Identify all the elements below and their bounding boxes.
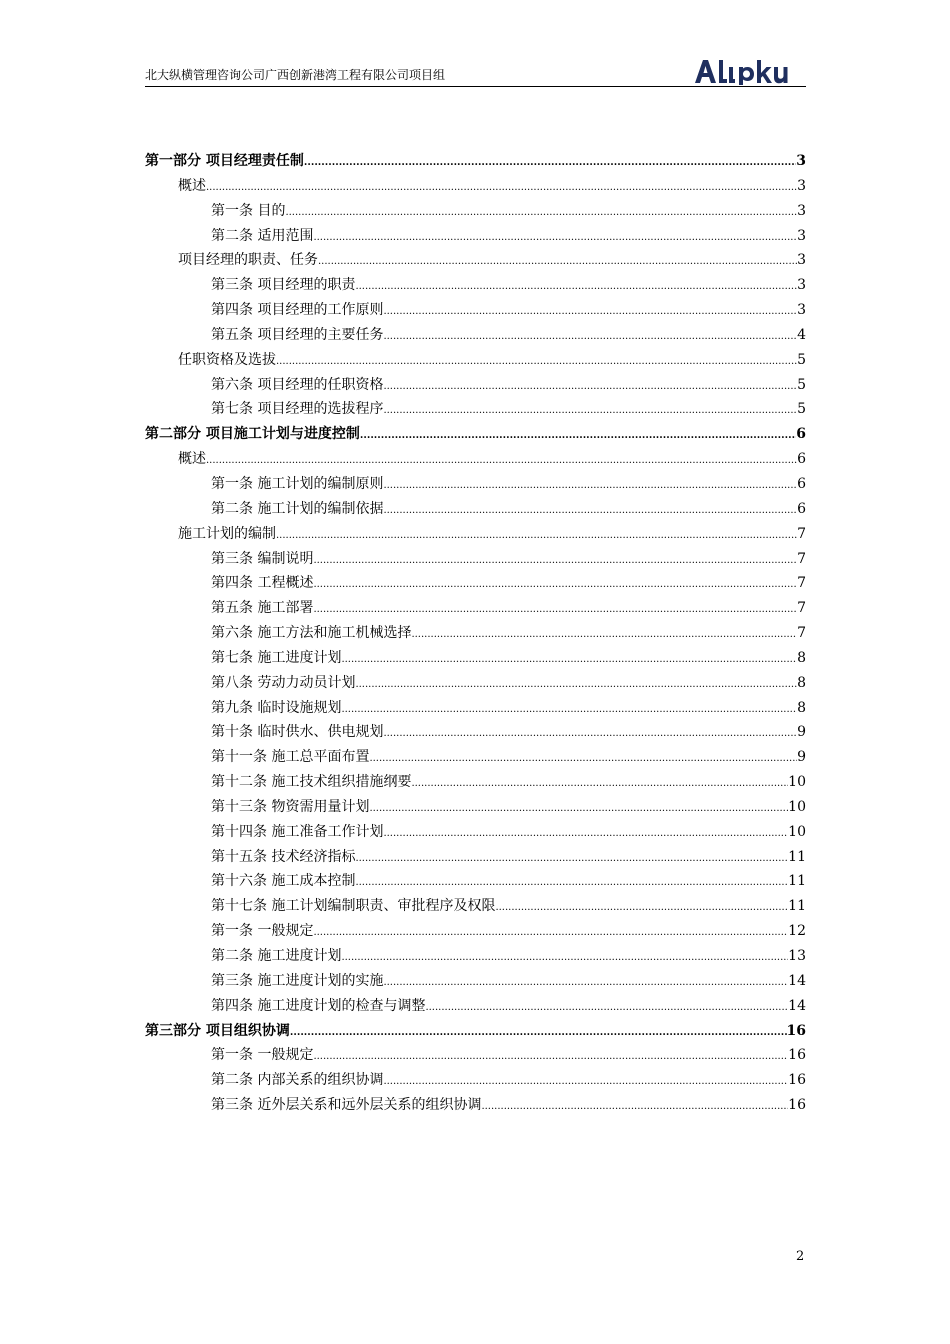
page-number: 2 [796,1249,805,1264]
toc-dot-leader [481,1101,788,1112]
toc-entry-page: 7 [797,525,806,542]
toc-entry[interactable] [145,175,806,200]
toc-entry[interactable] [145,846,806,871]
toc-entry-page: 16 [788,1097,806,1114]
toc-dot-leader [341,654,797,665]
toc-entry-page: 3 [797,277,806,294]
toc-entry-page: 9 [797,724,806,741]
toc-entry-page: 11 [788,848,806,865]
toc-entry-title: 第四条 施工进度计划的检查与调整 [211,997,426,1014]
toc-entry-page: 10 [788,774,806,791]
toc-entry[interactable] [145,821,806,846]
toc-entry-title: 第四条 工程概述 [211,575,314,592]
toc-entry-page: 6 [796,426,806,443]
toc-entry-title: 第五条 项目经理的主要任务 [211,326,384,343]
toc-entry[interactable] [145,200,806,225]
toc-entry[interactable] [145,995,806,1020]
toc-dot-leader [355,281,797,292]
toc-entry-page: 8 [797,649,806,666]
toc-entry-title: 第二条 施工计划的编制依据 [211,500,384,517]
toc-entry-page: 11 [788,873,806,890]
toc-entry-title: 第四条 项目经理的工作原则 [211,302,384,319]
toc-entry[interactable] [145,1069,806,1094]
toc-dot-leader [383,306,797,317]
toc-dot-leader [276,356,797,367]
toc-dot-leader [383,505,797,516]
toc-dot-leader [355,679,797,690]
toc-entry-title: 第十三条 物资需用量计划 [211,798,370,815]
toc-entry-title: 第十七条 施工计划编制职责、审批程序及权限 [211,898,496,915]
toc-entry-title: 项目经理的职责、任务 [178,252,318,269]
toc-dot-leader [341,704,797,715]
toc-dot-leader [369,803,788,814]
toc-entry[interactable] [145,647,806,672]
toc-entry[interactable] [145,970,806,995]
toc-entry[interactable] [145,870,806,895]
toc-entry-title: 第七条 项目经理的选拔程序 [211,401,384,418]
toc-entry-page: 4 [797,326,806,343]
toc-entry[interactable] [145,895,806,920]
toc-entry-title: 第十条 临时供水、供电规划 [211,724,384,741]
toc-entry[interactable] [145,349,806,374]
toc-entry-page: 5 [797,401,806,418]
toc-entry-title: 第十四条 施工准备工作计划 [211,823,384,840]
toc-dot-leader [318,256,797,267]
toc-entry-title: 施工计划的编制 [178,525,276,542]
toc-entry-page: 11 [788,898,806,915]
toc-entry-page: 16 [788,1072,806,1089]
toc-entry[interactable] [145,771,806,796]
toc-dot-leader [411,778,788,789]
toc-entry[interactable] [145,597,806,622]
table-of-contents [145,150,806,1119]
page-header [145,56,806,87]
toc-entry-title: 第二条 适用范围 [211,227,314,244]
toc-dot-leader [313,232,797,243]
toc-dot-leader [313,604,797,615]
toc-entry[interactable] [145,796,806,821]
toc-entry-page: 12 [788,923,806,940]
toc-entry[interactable] [145,249,806,274]
toc-entry-page: 14 [788,972,806,989]
toc-entry-title: 第十五条 技术经济指标 [211,848,356,865]
toc-entry-page: 7 [797,600,806,617]
toc-entry[interactable] [145,697,806,722]
toc-dot-leader [383,728,797,739]
toc-entry-title: 第一条 一般规定 [211,1047,314,1064]
toc-entry-title: 第三条 编制说明 [211,550,314,567]
toc-entry-page: 16 [788,1047,806,1064]
allpku-logo [694,57,806,85]
toc-entry-title: 第十六条 施工成本控制 [211,873,356,890]
toc-dot-leader [290,1027,787,1038]
toc-entry-page: 10 [788,798,806,815]
toc-dot-leader [285,207,797,218]
toc-entry-title: 第一条 目的 [211,202,286,219]
toc-entry-page: 16 [786,1022,806,1039]
toc-entry-title: 第一条 施工计划的编制原则 [211,475,384,492]
toc-entry-page: 3 [797,227,806,244]
toc-dot-leader [495,902,788,913]
toc-entry[interactable] [145,1020,806,1045]
toc-dot-leader [341,952,788,963]
toc-dot-leader [369,753,797,764]
toc-entry-title: 第十一条 施工总平面布置 [211,749,370,766]
toc-entry-page: 3 [797,177,806,194]
toc-dot-leader [313,579,797,590]
toc-entry[interactable] [145,473,806,498]
toc-entry[interactable] [145,1044,806,1069]
toc-entry-title: 概述 [178,451,206,468]
toc-entry[interactable] [145,721,806,746]
header-text: 北大纵横管理咨询公司广西创新港湾工程有限公司项目组 [145,68,446,82]
toc-entry[interactable] [145,622,806,647]
toc-dot-leader [383,1076,788,1087]
toc-dot-leader [383,331,797,342]
toc-entry-page: 8 [797,699,806,716]
toc-entry-page: 3 [796,153,806,169]
toc-entry-title: 第三部分 项目组织协调 [145,1022,290,1039]
toc-entry-page: 14 [788,997,806,1014]
toc-entry[interactable] [145,448,806,473]
toc-entry-title: 第二部分 项目施工计划与进度控制 [145,426,360,443]
toc-entry[interactable] [145,324,806,349]
toc-dot-leader [355,853,788,864]
toc-dot-leader [383,977,788,988]
toc-entry-page: 7 [797,575,806,592]
toc-entry-title: 第三条 项目经理的职责 [211,277,356,294]
toc-entry-title: 第六条 施工方法和施工机械选择 [211,625,412,642]
toc-entry-title: 第九条 临时设施规划 [211,699,342,716]
toc-entry-page: 6 [797,500,806,517]
toc-entry[interactable] [145,225,806,250]
toc-entry[interactable] [145,572,806,597]
toc-entry[interactable] [145,672,806,697]
toc-entry-title: 第二条 施工进度计划 [211,948,342,964]
toc-entry[interactable] [145,523,806,548]
toc-entry-page: 8 [797,674,806,691]
toc-entry[interactable] [145,548,806,573]
toc-dot-leader [383,381,797,392]
toc-entry[interactable] [145,945,806,970]
toc-entry-page: 5 [797,351,806,368]
toc-dot-leader [411,629,797,640]
toc-entry-title: 第七条 施工进度计划 [211,649,342,666]
toc-entry-title: 第一条 一般规定 [211,923,314,940]
toc-entry[interactable] [145,398,806,423]
toc-entry-title: 第六条 项目经理的任职资格 [211,376,384,393]
toc-entry[interactable] [145,746,806,771]
toc-entry[interactable] [145,150,806,175]
toc-dot-leader [425,1002,788,1013]
toc-dot-leader [313,555,797,566]
toc-entry-page: 3 [797,252,806,269]
toc-dot-leader [206,455,797,466]
toc-entry[interactable] [145,374,806,399]
toc-dot-leader [313,1051,788,1062]
toc-entry-title: 第五条 施工部署 [211,600,314,617]
toc-entry[interactable] [145,274,806,299]
toc-entry[interactable] [145,920,806,945]
toc-entry-page: 6 [797,451,806,468]
toc-dot-leader [206,182,797,193]
toc-entry-page: 7 [797,550,806,567]
toc-entry-page: 6 [797,475,806,492]
toc-dot-leader [360,430,796,441]
toc-dot-leader [383,480,797,491]
toc-entry[interactable] [145,498,806,523]
toc-entry[interactable] [145,1094,806,1119]
toc-entry-page: 10 [788,823,806,840]
toc-entry-title: 第三条 近外层关系和远外层关系的组织协调 [211,1097,482,1114]
toc-entry-title: 第二条 内部关系的组织协调 [211,1072,384,1089]
toc-entry-page: 13 [788,948,806,964]
toc-dot-leader [276,530,797,541]
toc-entry-page: 3 [797,202,806,219]
toc-entry-page: 9 [797,749,806,766]
toc-entry-title: 概述 [178,177,206,194]
toc-entry[interactable] [145,423,806,448]
toc-entry-title: 第三条 施工进度计划的实施 [211,972,384,989]
toc-entry-page: 5 [797,376,806,393]
toc-entry[interactable] [145,299,806,324]
toc-entry-title: 任职资格及选拔 [178,351,276,368]
toc-entry-page: 7 [797,625,806,642]
toc-dot-leader [355,877,788,888]
toc-dot-leader [304,157,796,168]
toc-entry-page: 3 [797,302,806,319]
toc-entry-title: 第十二条 施工技术组织措施纲要 [211,774,412,791]
toc-entry-title: 第八条 劳动力动员计划 [211,674,356,691]
toc-dot-leader [383,405,797,416]
toc-dot-leader [383,828,788,839]
toc-dot-leader [313,927,788,938]
toc-entry-title: 第一部分 项目经理责任制 [145,153,304,169]
